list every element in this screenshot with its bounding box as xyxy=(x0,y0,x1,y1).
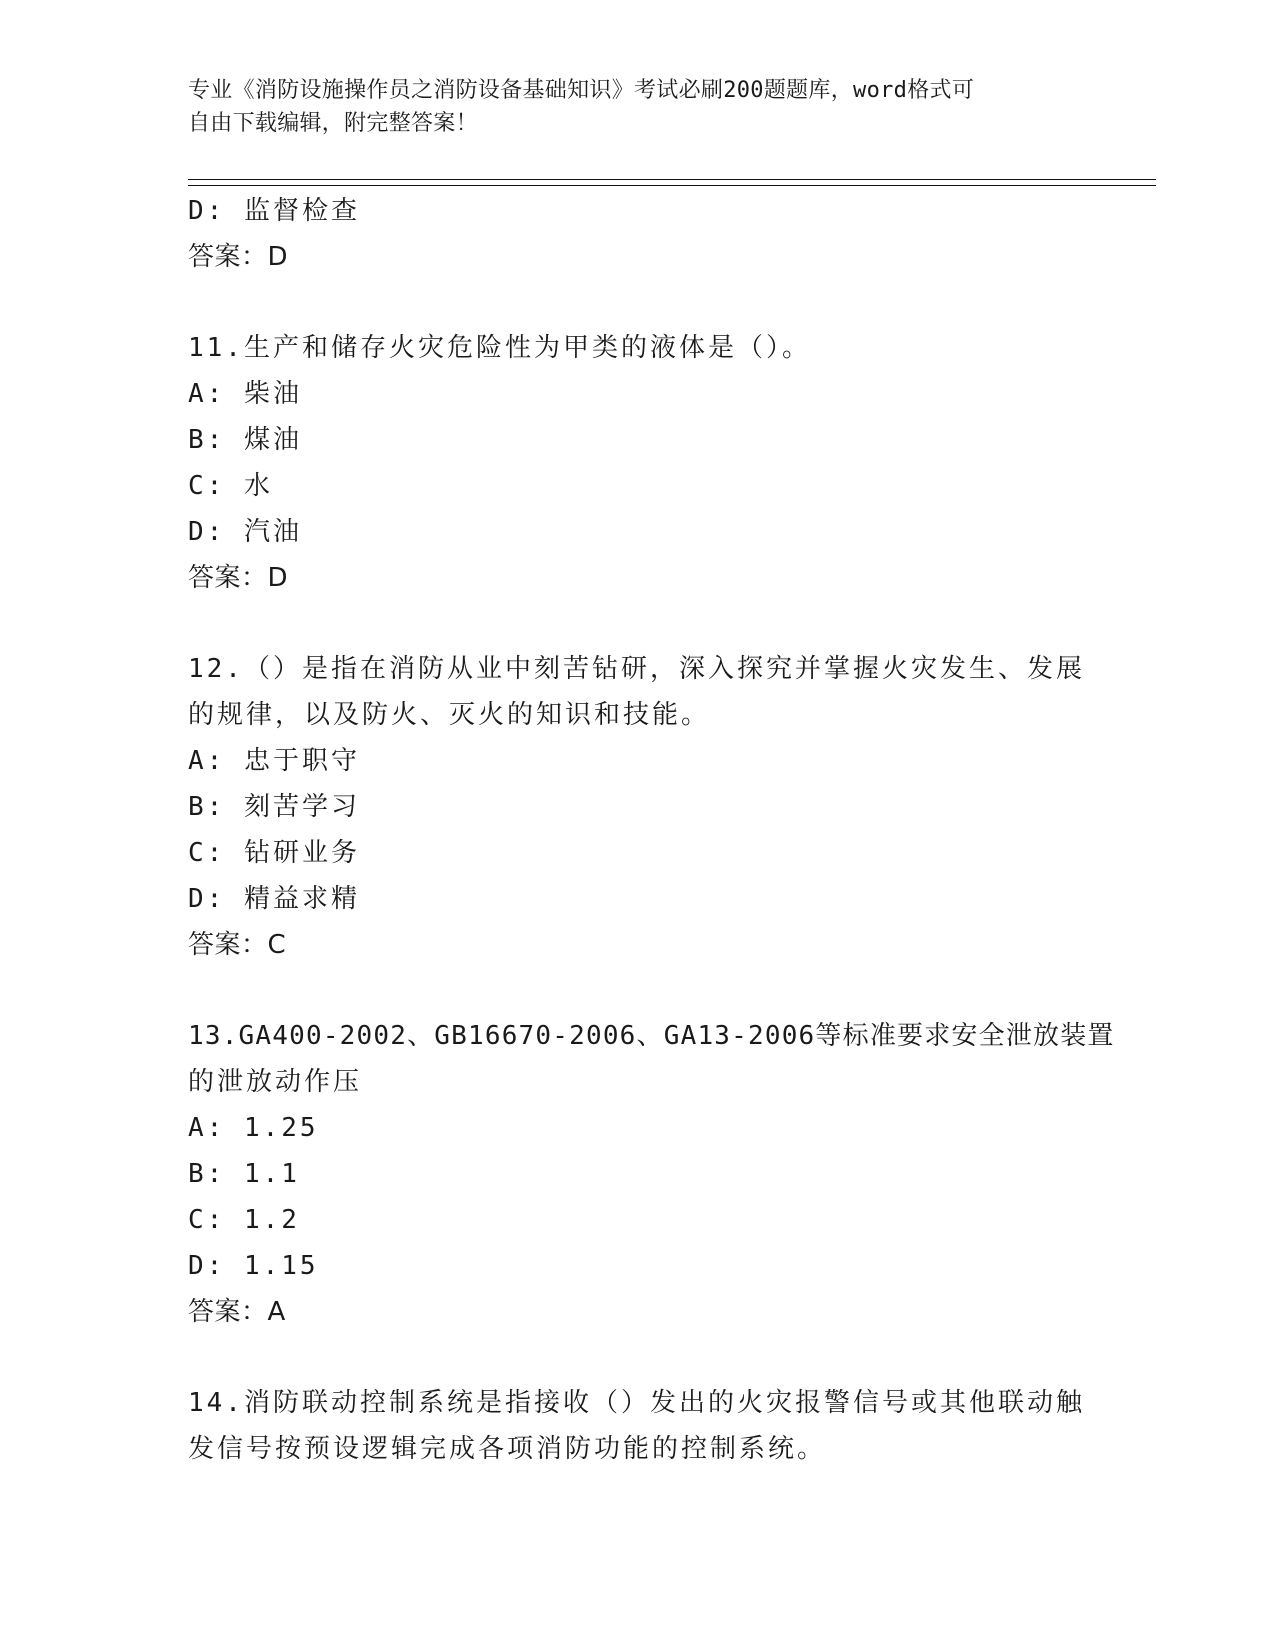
option-a: A: 1.25 xyxy=(188,1113,319,1143)
option-d: D: 监督检查 xyxy=(188,196,360,226)
question-stem-continued: 的泄放动作压 xyxy=(188,1067,363,1097)
question-stem: 11.生产和储存火灾危险性为甲类的液体是（）。 xyxy=(188,333,811,363)
answer-line: 答案：D xyxy=(188,563,289,593)
question-list xyxy=(188,188,1115,1472)
option-d: D: 1.15 xyxy=(188,1251,319,1281)
question-11 xyxy=(188,325,1088,601)
previous-question-tail xyxy=(188,188,1088,280)
option-c: C: 钻研业务 xyxy=(188,838,360,868)
header-line-2: 自由下载编辑，附完整答案！ xyxy=(188,111,478,136)
question-stem: 14.消防联动控制系统是指接收（）发出的火灾报警信号或其他联动触 xyxy=(188,1388,1085,1418)
question-stem-continued: 发信号按预设逻辑完成各项消防功能的控制系统。 xyxy=(188,1434,827,1464)
header-divider-bottom xyxy=(188,185,1156,186)
question-12 xyxy=(188,646,1088,968)
question-stem-continued: 的规律，以及防火、灭火的知识和技能。 xyxy=(188,700,711,730)
answer-line: 答案：D xyxy=(188,242,289,272)
question-stem: 13.GA400-2002、GB16670-2006、GA13-2006等标准要求安全泄放装置 xyxy=(188,1021,1115,1051)
option-c: C: 1.2 xyxy=(188,1205,300,1235)
option-b: B: 1.1 xyxy=(188,1159,300,1189)
question-13 xyxy=(188,1013,1115,1335)
option-b: B: 刻苦学习 xyxy=(188,792,360,822)
option-a: A: 忠于职守 xyxy=(188,746,360,776)
option-d: D: 精益求精 xyxy=(188,884,360,914)
header-divider-top xyxy=(188,179,1156,180)
document-header xyxy=(188,74,1068,140)
question-stem: 12.（）是指在消防从业中刻苦钻研，深入探究并掌握火灾发生、发展 xyxy=(188,654,1085,684)
option-c: C: 水 xyxy=(188,471,273,501)
question-14 xyxy=(188,1380,1088,1472)
option-a: A: 柴油 xyxy=(188,379,302,409)
option-b: B: 煤油 xyxy=(188,425,302,455)
answer-line: 答案：C xyxy=(188,930,287,960)
header-line-1: 专业《消防设施操作员之消防设备基础知识》考试必刷200题题库，word格式可 xyxy=(188,78,975,103)
answer-line: 答案：A xyxy=(188,1297,286,1327)
option-d: D: 汽油 xyxy=(188,517,302,547)
